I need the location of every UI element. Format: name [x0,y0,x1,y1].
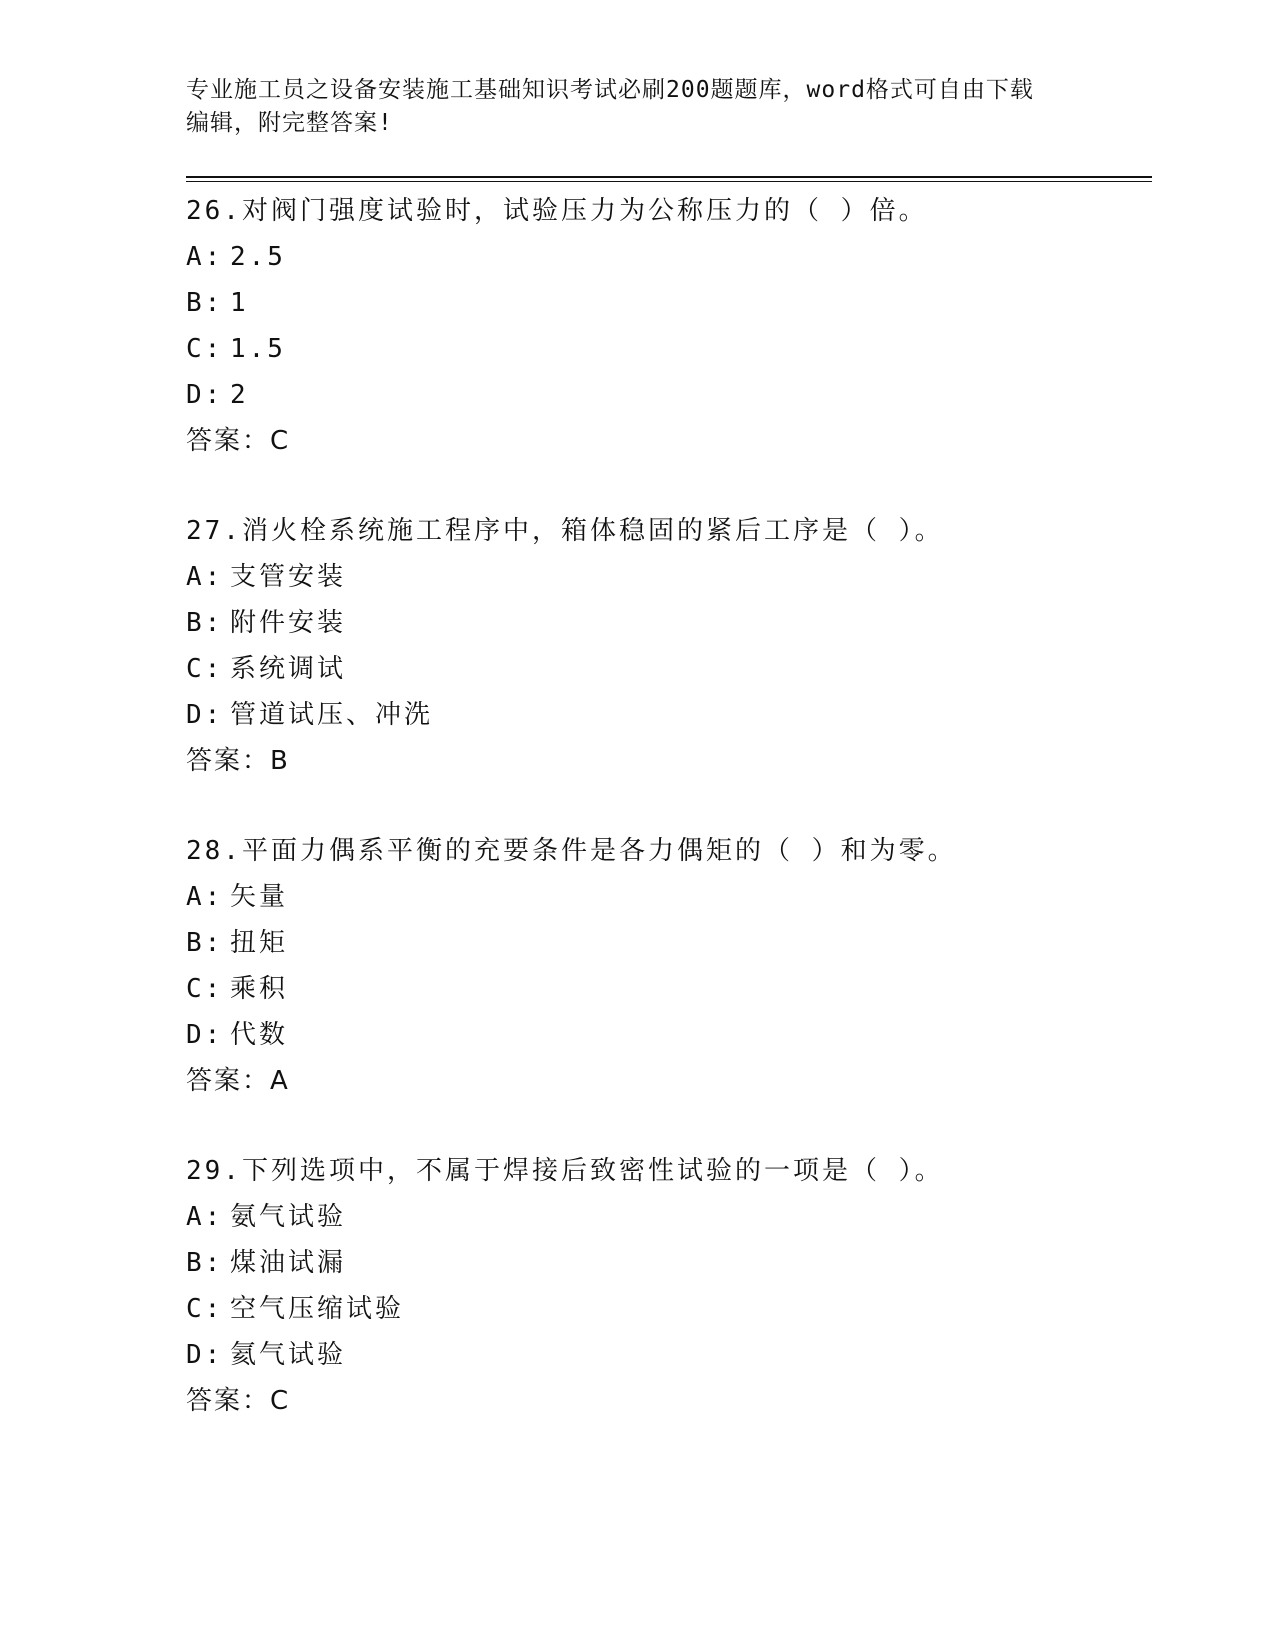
answer-value: A [270,1066,290,1096]
answer-line [186,1378,1146,1424]
option-a [186,234,1146,280]
option-c [186,1286,1146,1332]
option-c [186,966,1146,1012]
question-title: 28.平面力偶系平衡的充要条件是各力偶矩的（ ）和为零。 [186,836,957,866]
option-text: 煤油试漏 [230,1248,347,1278]
option-b [186,280,1146,326]
option-b [186,1240,1146,1286]
answer-label: 答案： [186,1066,271,1096]
option-letter: A: [186,882,224,912]
question-title: 27.消火栓系统施工程序中，箱体稳固的紧后工序是（ ）。 [186,516,944,546]
answer-value: C [270,426,291,456]
option-text: 支管安装 [230,562,347,592]
option-letter: D: [186,1340,224,1370]
answer-label: 答案： [186,746,271,776]
option-text: 1 [230,288,249,318]
question-block [186,1148,1146,1424]
option-text: 乘积 [230,974,289,1004]
option-text: 代数 [230,1020,289,1050]
option-text: 1.5 [230,334,286,364]
option-text: 矢量 [230,882,289,912]
option-c [186,326,1146,372]
option-c [186,646,1146,692]
document-header [186,74,1086,140]
option-letter: C: [186,654,224,684]
option-letter: C: [186,334,224,364]
header-divider-thick [186,176,1152,178]
option-text: 系统调试 [230,654,347,684]
option-text: 2.5 [230,242,286,272]
option-letter: B: [186,288,224,318]
option-b [186,920,1146,966]
option-b [186,600,1146,646]
option-d [186,372,1146,418]
answer-line [186,738,1146,784]
question-block [186,828,1146,1104]
option-text: 氨气试验 [230,1202,347,1232]
answer-label: 答案： [186,426,271,456]
option-a [186,874,1146,920]
answer-value: C [270,1386,291,1416]
option-letter: A: [186,1202,224,1232]
option-letter: B: [186,608,224,638]
option-text: 2 [230,380,249,410]
option-text: 管道试压、冲洗 [230,700,434,730]
option-letter: A: [186,242,224,272]
question-block [186,188,1146,464]
answer-value: B [270,746,290,776]
answer-label: 答案： [186,1386,271,1416]
option-a [186,554,1146,600]
option-letter: C: [186,1294,224,1324]
option-text: 氦气试验 [230,1340,347,1370]
option-d [186,692,1146,738]
option-letter: D: [186,380,224,410]
question-title: 29.下列选项中，不属于焊接后致密性试验的一项是（ ）。 [186,1156,944,1186]
option-text: 附件安装 [230,608,347,638]
question-title: 26.对阀门强度试验时，试验压力为公称压力的（ ）倍。 [186,196,928,226]
option-letter: C: [186,974,224,1004]
option-letter: A: [186,562,224,592]
option-letter: D: [186,700,224,730]
option-d [186,1012,1146,1058]
option-letter: B: [186,1248,224,1278]
answer-line [186,418,1146,464]
header-line-2: 编辑，附完整答案! [186,110,393,136]
header-divider-thin [186,181,1152,182]
option-a [186,1194,1146,1240]
answer-line [186,1058,1146,1104]
option-letter: B: [186,928,224,958]
header-line-1: 专业施工员之设备安装施工基础知识考试必刷200题题库，word格式可自由下载 [186,77,1034,103]
option-d [186,1332,1146,1378]
option-letter: D: [186,1020,224,1050]
option-text: 空气压缩试验 [230,1294,405,1324]
option-text: 扭矩 [230,928,289,958]
question-block [186,508,1146,784]
